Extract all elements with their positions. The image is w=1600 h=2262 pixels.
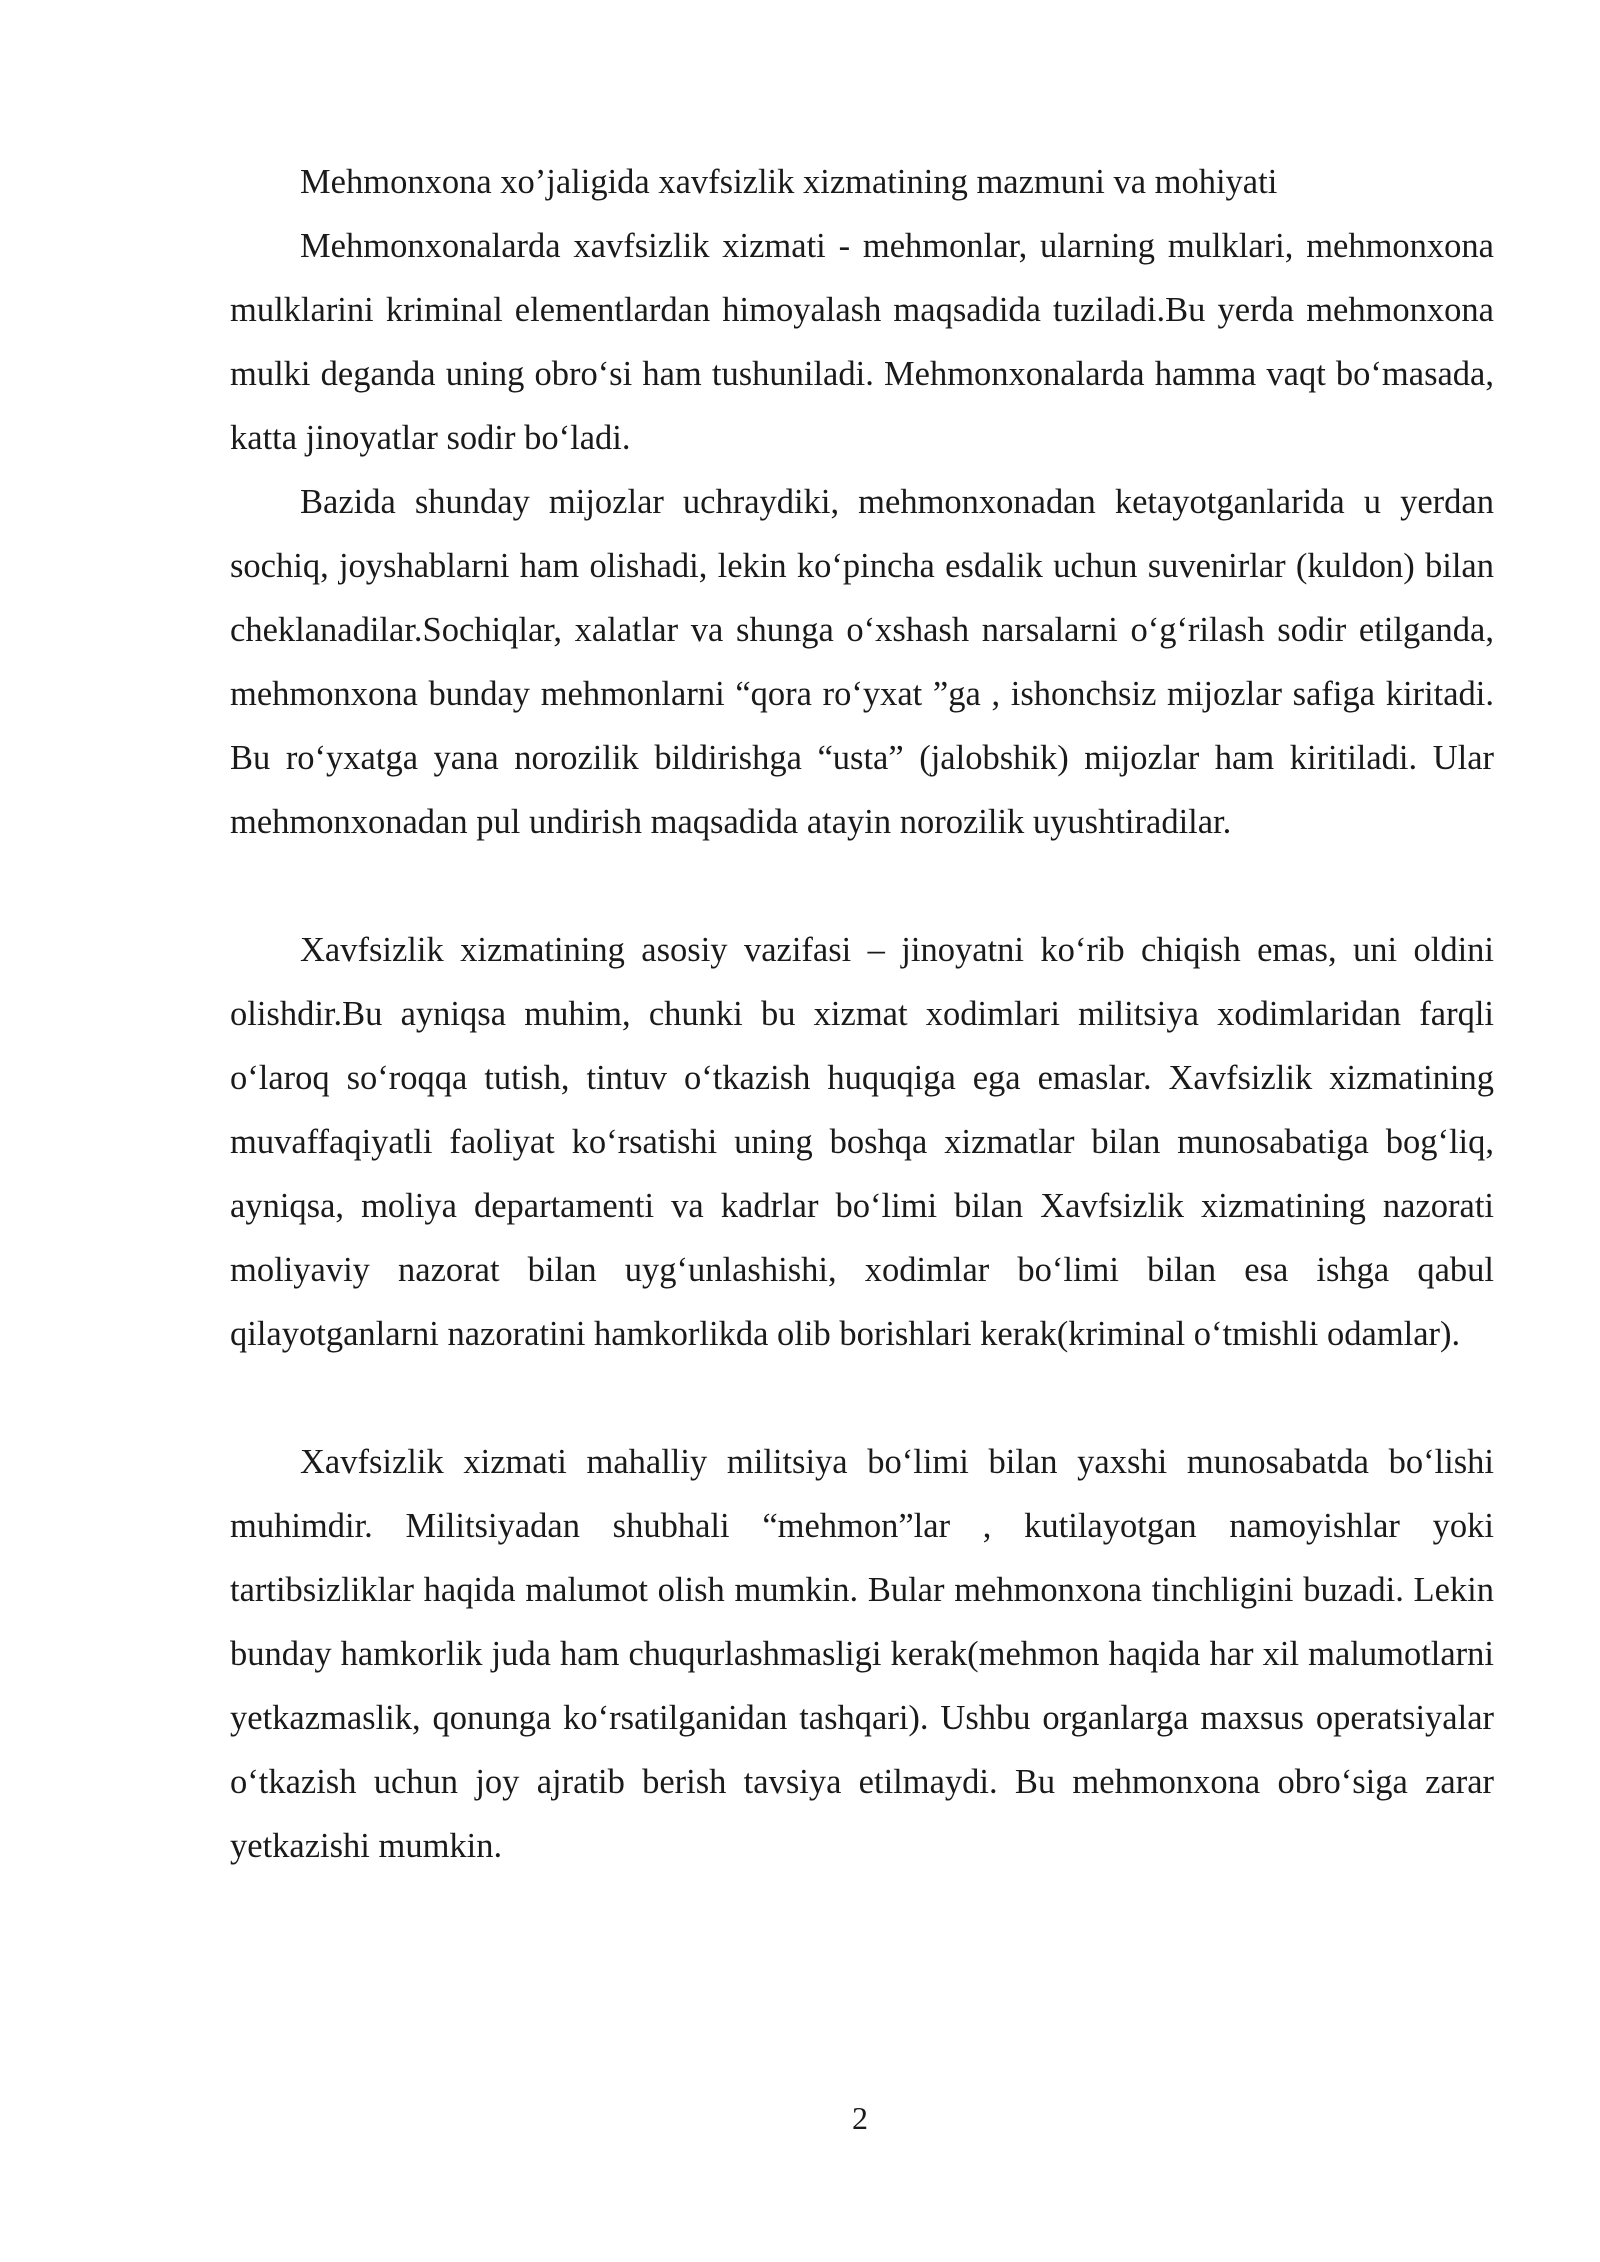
- document-page: [230, 150, 1494, 1878]
- paragraph-security-main-task: Xavfsizlik xizmatining asosiy vazifasi – jinoyatni ko‘rib chiqish emas, uni oldini olishdir.Bu ayniqsa muhim, chunki bu xizmat xodimlari militsiya xodimlaridan farqli o‘laroq so‘roqqa tutish, tintuv o‘tkazish huquqiga ega emaslar. Xavfsizlik xizmatining muvaffaqiyatli faoliyat ko‘rsatishi uning boshqa xizmatlar bilan munosabatiga bog‘liq, ayniqsa, moliya departamenti va kadrlar bo‘limi bilan Xavfsizlik xizmatining nazorati moliyaviy nazorat bilan uyg‘unlashishi, xodimlar bo‘limi bilan esa ishga qabul qilayotganlarni nazoratini hamkorlikda olib borishlari kerak(kriminal o‘tmishli odamlar).: [230, 931, 1494, 1353]
- page-number: 2: [852, 2100, 868, 2136]
- paragraph-security-service-purpose: Mehmonxonalarda xavfsizlik xizmati - mehmonlar, ularning mulklari, mehmonxona mulklarini kriminal elementlardan himoyalash maqsadida tuziladi.Bu yerda mehmonxona mulki deganda uning obro‘si ham tushuniladi. Mehmonxonalarda hamma vaqt bo‘masada, katta jinoyatlar sodir bo‘ladi.: [230, 227, 1494, 457]
- document-title: Mehmonxona xo’jaligida xavfsizlik xizmatining mazmuni va mohiyati: [300, 163, 1278, 201]
- paragraph-guest-theft: Bazida shunday mijozlar uchraydiki, mehmonxonadan ketayotganlarida u yerdan sochiq, joyshablarni ham olishadi, lekin ko‘pincha esdalik uchun suvenirlar (kuldon) bilan cheklanadilar.Sochiqlar, xalatlar va shunga o‘xshash narsalarni o‘g‘rilash sodir etilganda, mehmonxona bunday mehmonlarni “qora ro‘yxat ”ga , ishonchsiz mijozlar safiga kiritadi. Bu ro‘yxatga yana norozilik bildirishga “usta” (jalobshik) mijozlar ham kiritiladi. Ular mehmonxonadan pul undirish maqsadida atayin norozilik uyushtiradilar.: [230, 483, 1494, 841]
- paragraph-police-cooperation: Xavfsizlik xizmati mahalliy militsiya bo‘limi bilan yaxshi munosabatda bo‘lishi muhimdir. Militsiyadan shubhali “mehmon”lar , kutilayotgan namoyishlar yoki tartibsizliklar haqida malumot olish mumkin. Bular mehmonxona tinchligini buzadi. Lekin bunday hamkorlik juda ham chuqurlashmasligi kerak(mehmon haqida har xil malumotlarni yetkazmaslik, qonunga ko‘rsatilganidan tashqari). Ushbu organlarga maxsus operatsiyalar o‘tkazish uchun joy ajratib berish tavsiya etilmaydi. Bu mehmonxona obro‘siga zarar yetkazishi mumkin.: [230, 1443, 1494, 1865]
